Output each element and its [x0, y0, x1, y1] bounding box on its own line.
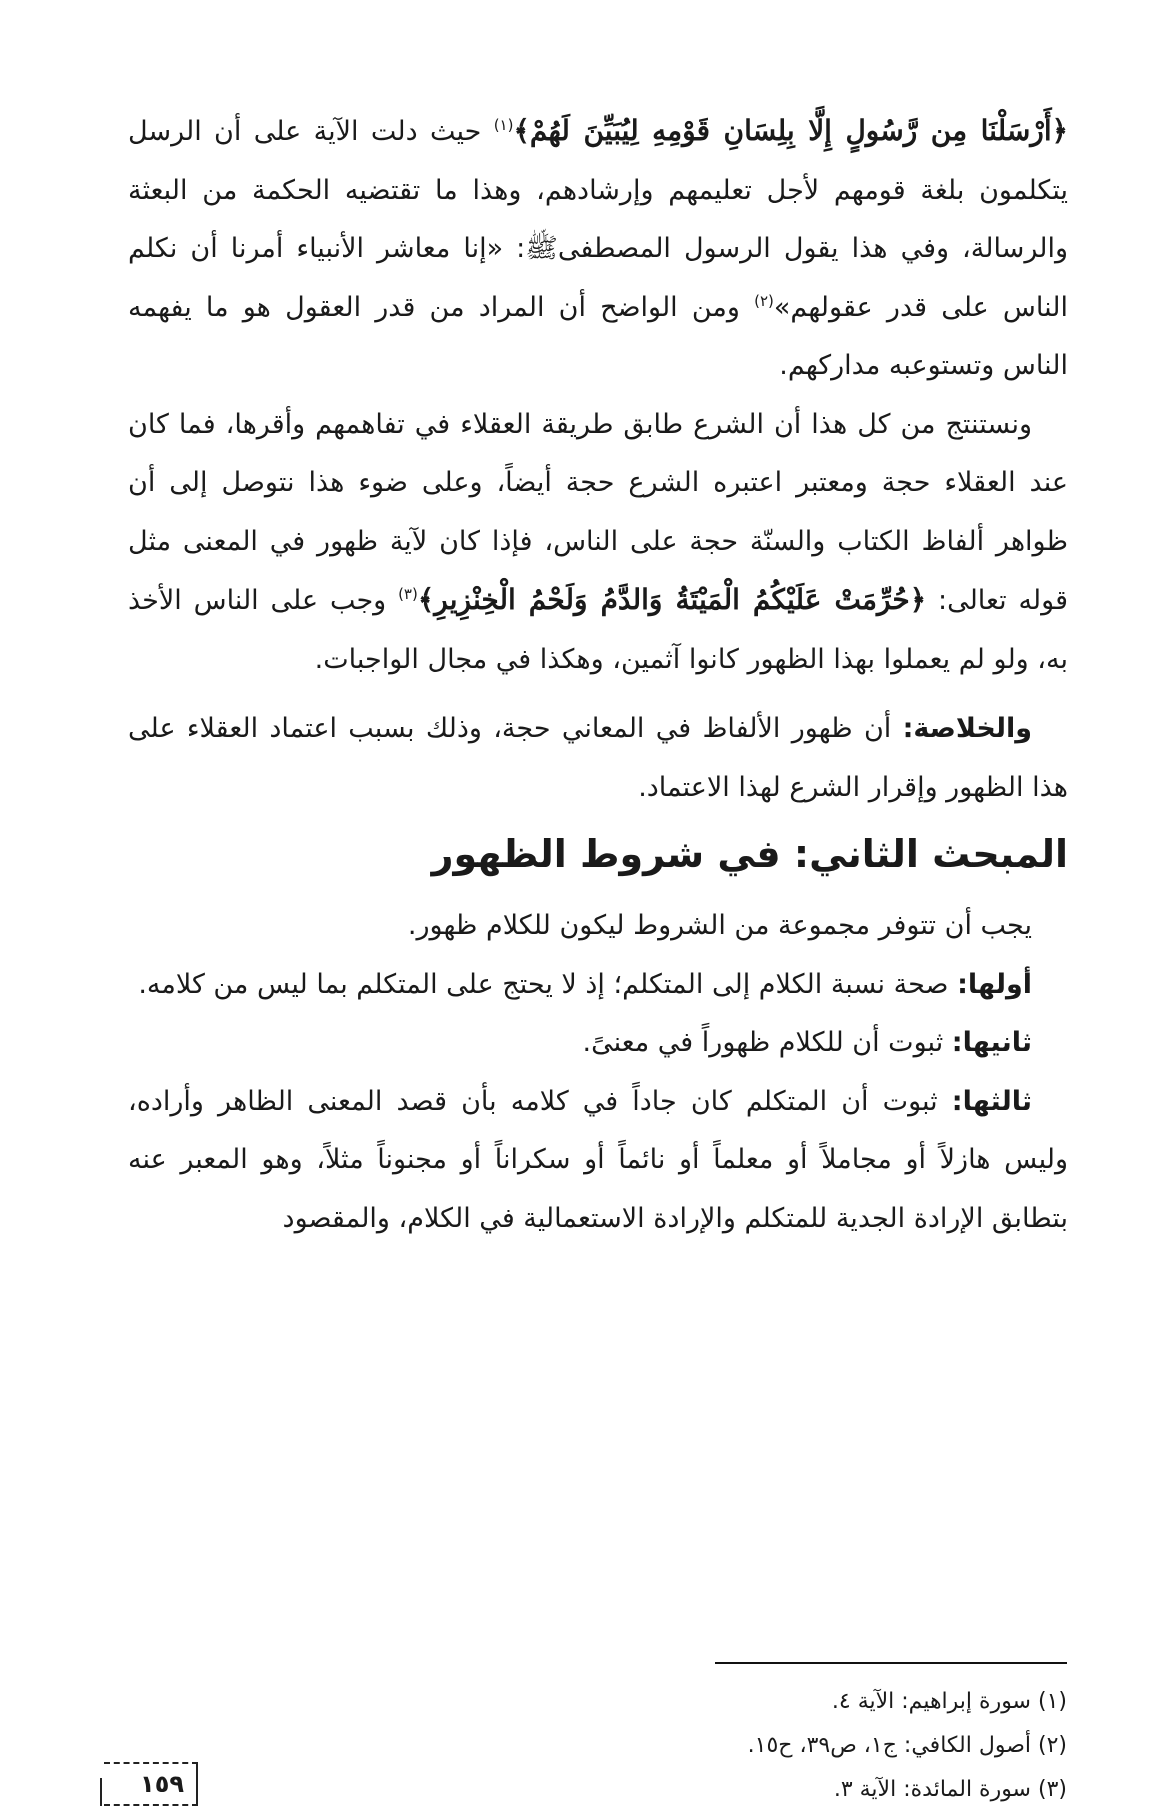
quran-verse-maidah: [418, 583, 926, 616]
paragraph-summary: [128, 700, 1068, 817]
footnote-ref-1[interactable]: (١): [493, 116, 514, 134]
paragraph-text: ومن الواضح أن المراد من قدر العقول هو ما يفهمه الناس وتستوعبه مداركهم.: [128, 291, 1068, 381]
paragraph-spacer: [128, 689, 1068, 700]
page-number-frame: [104, 1762, 198, 1806]
paragraph-text: حيث دلت الآية على أن الرسل يتكلمون بلغة قومهم لأجل تعليمهم وإرشادهم، وهذا ما تقتضيه الحكمة من البعثة والرسالة، وفي هذا يقول الرسول المصطفى: [128, 116, 1068, 264]
footnote-1: (١) سورة إبراهيم: الآية ٤.: [831, 1689, 1067, 1714]
summary-label: والخلاصة:: [902, 713, 1032, 744]
condition-label: أولها:: [957, 968, 1032, 1000]
condition-label: ثالثها:: [951, 1085, 1032, 1117]
footnote-2: (٢) أصول الكافي: ج١، ص٣٩، ح١٥.: [747, 1733, 1067, 1758]
main-text: [128, 102, 1068, 1248]
verse-open-brace: ﴿: [1051, 114, 1069, 147]
paragraph-text: ونستنتج من كل هذا أن الشرع طابق طريقة العقلاء في تفاهمهم وأقرها، فما كان عند العقلاء حجة ومعتبر اعتبره الشرع حجة أيضاً، وعلى ضوء هذا نتوصل إلى أن ظواهر ألفاظ الكتاب والسنّة حجة على الناس، فإذا كان لآية ظهور في المعنى مثل قوله تعالى:: [128, 408, 1068, 616]
verse-text: حُرِّمَتْ عَلَيْكُمُ الْمَيْتَةُ وَالدَّمُ وَلَحْمُ الْخِنْزِيرِ: [434, 583, 910, 616]
footnote-ref-2[interactable]: (٢): [754, 291, 774, 310]
salutation-glyph: ﷺ: [525, 233, 558, 264]
paragraph-text: أن ظهور الألفاظ في المعاني حجة، وذلك بسبب اعتماد العقلاء على هذا الظهور وإقرار الشرع لهذا الاعتماد.: [128, 713, 1068, 803]
footnote-3: (٣) سورة المائدة: الآية ٣.: [833, 1777, 1067, 1802]
condition-text: ثبوت أن المتكلم كان جاداً في كلامه بأن قصد المعنى الظاهر وأراده، وليس هازلاً أو مجاملاً أو معلماً أو نائماً أو سكراناً أو مجنوناً مثلاً، وهو المعبر عنه بتطابق الإرادة الجدية للمتكلم والإرادة الاستعمالية في الكلام، والمقصود: [128, 1085, 1068, 1234]
condition-second: [128, 1014, 1068, 1073]
paragraph-text: وجب على الناس الأخذ به، ولو لم يعملوا بهذا الظهور كانوا آثمين، وهكذا في مجال الواجبات.: [128, 585, 1068, 675]
frame-corner: [100, 1778, 124, 1806]
hadith-quote: : «إنا معاشر الأنبياء أمرنا أن نكلم الناس على قدر عقولهم»: [128, 233, 1068, 323]
verse-text: أَرْسَلْنَا مِن رَّسُولٍ إِلَّا بِلِسَانِ قَوْمِهِ لِيُبَيِّنَ لَهُمْ: [529, 114, 1052, 147]
condition-text: صحة نسبة الكلام إلى المتكلم؛ إذ لا يحتج على المتكلم بما ليس من كلامه.: [138, 968, 958, 1000]
paragraph-conclusion-sharia: [128, 396, 1068, 690]
condition-third: [128, 1073, 1068, 1249]
verse-open-brace: ﴿: [909, 583, 927, 616]
page-number: ١٥٩: [140, 1770, 184, 1798]
condition-text: ثبوت أن للكلام ظهوراً في معنىً.: [582, 1027, 952, 1058]
section-heading: المبحث الثاني: في شروط الظهور: [431, 832, 1068, 876]
paragraph-conditions-intro: يجب أن تتوفر مجموعة من الشروط ليكون للكلام ظهور.: [407, 910, 1032, 941]
verse-close-brace: ﴾: [417, 583, 435, 616]
footnote-divider: [715, 1662, 1067, 1664]
quran-verse-ibrahim: [513, 114, 1068, 147]
verse-close-brace: ﴾: [513, 114, 530, 147]
condition-label: ثانيها:: [951, 1027, 1032, 1058]
paragraph-verse-explanation: [128, 102, 1068, 396]
footnote-ref-3[interactable]: (٣): [398, 585, 418, 603]
condition-first: [128, 956, 1068, 1015]
